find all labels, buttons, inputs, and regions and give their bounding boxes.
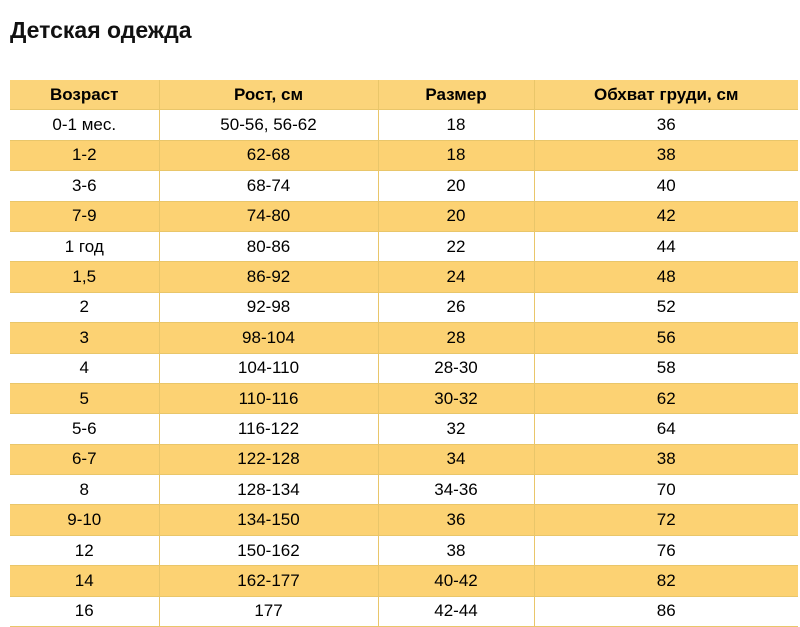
cell-height: 116-122 — [159, 414, 378, 444]
table-row — [10, 171, 798, 201]
cell-size: 28-30 — [378, 353, 534, 383]
cell-chest: 38 — [534, 444, 798, 474]
cell-height: 68-74 — [159, 171, 378, 201]
cell-height: 104-110 — [159, 353, 378, 383]
cell-size: 32 — [378, 414, 534, 444]
cell-chest: 64 — [534, 414, 798, 444]
cell-height: 86-92 — [159, 262, 378, 292]
cell-chest: 56 — [534, 323, 798, 353]
cell-age: 1,5 — [10, 262, 159, 292]
size-chart-table — [10, 80, 798, 627]
cell-chest: 72 — [534, 505, 798, 535]
table-row — [10, 110, 798, 140]
cell-size: 24 — [378, 262, 534, 292]
table-row — [10, 505, 798, 535]
cell-age: 2 — [10, 292, 159, 322]
table-row — [10, 262, 798, 292]
cell-size: 34 — [378, 444, 534, 474]
cell-height: 177 — [159, 596, 378, 626]
cell-size: 30-32 — [378, 383, 534, 413]
column-header-chest: Обхват груди, см — [534, 80, 798, 110]
table-row — [10, 444, 798, 474]
table-row — [10, 292, 798, 322]
cell-height: 50-56, 56-62 — [159, 110, 378, 140]
cell-chest: 36 — [534, 110, 798, 140]
cell-age: 3 — [10, 323, 159, 353]
cell-chest: 58 — [534, 353, 798, 383]
cell-age: 6-7 — [10, 444, 159, 474]
table-row — [10, 323, 798, 353]
cell-height: 128-134 — [159, 475, 378, 505]
cell-age: 0-1 мес. — [10, 110, 159, 140]
cell-chest: 86 — [534, 596, 798, 626]
cell-age: 7-9 — [10, 201, 159, 231]
cell-age: 12 — [10, 535, 159, 565]
table-row — [10, 414, 798, 444]
column-header-height: Рост, см — [159, 80, 378, 110]
cell-height: 122-128 — [159, 444, 378, 474]
cell-age: 3-6 — [10, 171, 159, 201]
table-row — [10, 353, 798, 383]
table-row — [10, 140, 798, 170]
column-header-size: Размер — [378, 80, 534, 110]
cell-age: 16 — [10, 596, 159, 626]
cell-size: 18 — [378, 110, 534, 140]
cell-height: 62-68 — [159, 140, 378, 170]
table-row — [10, 535, 798, 565]
cell-size: 38 — [378, 535, 534, 565]
cell-age: 1-2 — [10, 140, 159, 170]
cell-size: 36 — [378, 505, 534, 535]
cell-size: 22 — [378, 231, 534, 261]
column-header-age: Возраст — [10, 80, 159, 110]
cell-size: 42-44 — [378, 596, 534, 626]
table-row — [10, 596, 798, 626]
cell-chest: 44 — [534, 231, 798, 261]
cell-chest: 48 — [534, 262, 798, 292]
table-row — [10, 566, 798, 596]
cell-chest: 82 — [534, 566, 798, 596]
cell-height: 134-150 — [159, 505, 378, 535]
table-row — [10, 201, 798, 231]
cell-chest: 42 — [534, 201, 798, 231]
cell-chest: 70 — [534, 475, 798, 505]
cell-height: 162-177 — [159, 566, 378, 596]
table-row — [10, 383, 798, 413]
cell-size: 18 — [378, 140, 534, 170]
cell-height: 74-80 — [159, 201, 378, 231]
cell-chest: 62 — [534, 383, 798, 413]
cell-height: 98-104 — [159, 323, 378, 353]
cell-size: 20 — [378, 201, 534, 231]
cell-age: 4 — [10, 353, 159, 383]
table-header-row — [10, 80, 798, 110]
table-row — [10, 231, 798, 261]
cell-size: 34-36 — [378, 475, 534, 505]
table-body — [10, 110, 798, 627]
cell-size: 26 — [378, 292, 534, 322]
cell-chest: 40 — [534, 171, 798, 201]
cell-size: 40-42 — [378, 566, 534, 596]
cell-height: 80-86 — [159, 231, 378, 261]
cell-chest: 76 — [534, 535, 798, 565]
cell-age: 9-10 — [10, 505, 159, 535]
cell-age: 14 — [10, 566, 159, 596]
cell-height: 110-116 — [159, 383, 378, 413]
cell-size: 28 — [378, 323, 534, 353]
cell-age: 5-6 — [10, 414, 159, 444]
cell-size: 20 — [378, 171, 534, 201]
cell-height: 150-162 — [159, 535, 378, 565]
cell-age: 8 — [10, 475, 159, 505]
cell-height: 92-98 — [159, 292, 378, 322]
table-row — [10, 475, 798, 505]
cell-age: 5 — [10, 383, 159, 413]
page-title: Детская одежда — [10, 17, 192, 43]
cell-chest: 38 — [534, 140, 798, 170]
cell-chest: 52 — [534, 292, 798, 322]
cell-age: 1 год — [10, 231, 159, 261]
